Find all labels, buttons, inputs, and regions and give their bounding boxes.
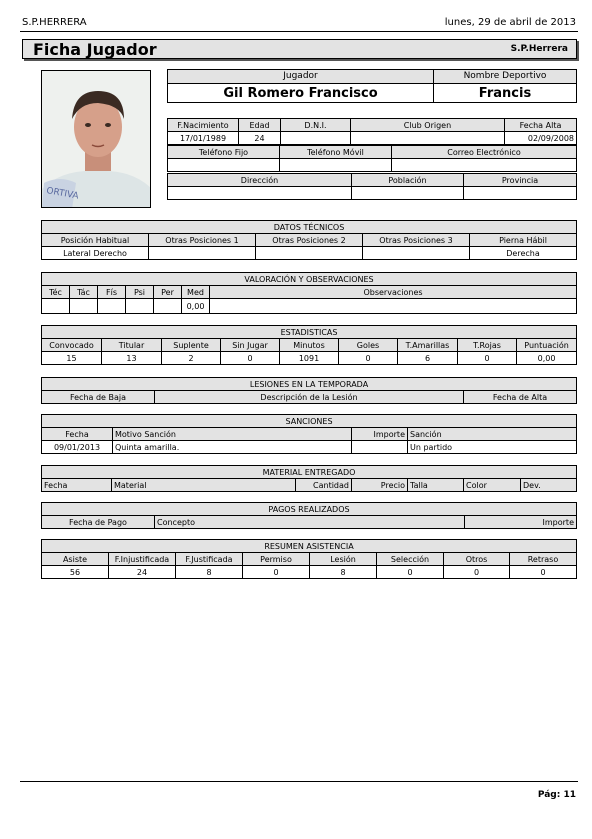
label-direccion: Dirección (168, 174, 352, 187)
estadisticas-header: Minutos (280, 339, 339, 352)
valoracion-value (70, 299, 98, 314)
sanciones-value: Quinta amarilla. (113, 441, 352, 454)
title-bar (22, 39, 577, 59)
value-edad: 24 (239, 132, 281, 145)
material-table (41, 465, 577, 492)
valoracion-header: Med (182, 286, 210, 299)
asistencia-value: 0 (510, 566, 577, 579)
valoracion-value (154, 299, 182, 314)
pagos-table (41, 502, 577, 529)
material-header: Talla (408, 479, 464, 492)
material-header: Cantidad (296, 479, 352, 492)
value-direccion (168, 187, 352, 200)
valoracion-value (210, 299, 577, 314)
sanciones-title: SANCIONES (42, 415, 577, 428)
valoracion-value (98, 299, 126, 314)
valoracion-value (126, 299, 154, 314)
tecnicos-title: DATOS TÉCNICOS (42, 221, 577, 234)
estadisticas-header: Suplente (162, 339, 221, 352)
value-tel-movil (280, 159, 392, 172)
footer-divider (20, 781, 578, 782)
asistencia-value: 56 (42, 566, 109, 579)
valoracion-header: Téc (42, 286, 70, 299)
label-dni: D.N.I. (281, 119, 351, 132)
tecnicos-header: Otras Posiciones 2 (256, 234, 363, 247)
estadisticas-title: ESTADISTICAS (42, 326, 577, 339)
estadisticas-header: Convocado (42, 339, 102, 352)
value-correo (392, 159, 577, 172)
tecnicos-value: Derecha (470, 247, 577, 260)
tecnicos-header: Otras Posiciones 3 (363, 234, 470, 247)
valoracion-value: 0,00 (182, 299, 210, 314)
estadisticas-value: 0 (339, 352, 398, 365)
estadisticas-value: 6 (398, 352, 458, 365)
tecnicos-value (363, 247, 470, 260)
player-name-table (167, 69, 577, 103)
value-club-origen (351, 132, 505, 145)
asistencia-header: Permiso (243, 553, 310, 566)
player-phone-table (167, 145, 577, 172)
lesiones-title: LESIONES EN LA TEMPORADA (42, 378, 577, 391)
tecnicos-table (41, 220, 577, 260)
tecnicos-header: Otras Posiciones 1 (149, 234, 256, 247)
tecnicos-header: Posición Habitual (42, 234, 149, 247)
sanciones-table (41, 414, 577, 454)
label-jugador: Jugador (168, 70, 434, 84)
label-club-origen: Club Origen (351, 119, 505, 132)
label-edad: Edad (239, 119, 281, 132)
value-fecha-alta: 02/09/2008 (505, 132, 577, 145)
player-name: Gil Romero Francisco (168, 84, 434, 103)
label-fecha-alta: Fecha Alta (505, 119, 577, 132)
asistencia-header: Otros (444, 553, 510, 566)
label-tel-fijo: Teléfono Fijo (168, 146, 280, 159)
estadisticas-value: 2 (162, 352, 221, 365)
asistencia-header: Retraso (510, 553, 577, 566)
material-header: Material (112, 479, 296, 492)
pagos-header: Concepto (155, 516, 465, 529)
estadisticas-header: T.Rojas (458, 339, 517, 352)
estadisticas-value: 0 (221, 352, 280, 365)
estadisticas-header: Sin Jugar (221, 339, 280, 352)
asistencia-header: Asiste (42, 553, 109, 566)
asistencia-value: 0 (243, 566, 310, 579)
tecnicos-value (256, 247, 363, 260)
player-photo-icon (42, 71, 151, 208)
estadisticas-value: 15 (42, 352, 102, 365)
sanciones-header: Motivo Sanción (113, 428, 352, 441)
estadisticas-header: Puntuación (517, 339, 577, 352)
label-provincia: Provincia (464, 174, 577, 187)
label-correo: Correo Electrónico (392, 146, 577, 159)
asistencia-header: F.Justificada (176, 553, 243, 566)
asistencia-title: RESUMEN ASISTENCIA (42, 540, 577, 553)
estadisticas-header: Goles (339, 339, 398, 352)
material-header: Dev. (521, 479, 577, 492)
tecnicos-value (149, 247, 256, 260)
page-title: Ficha Jugador (33, 40, 157, 59)
label-poblacion: Población (352, 174, 464, 187)
asistencia-value: 8 (176, 566, 243, 579)
asistencia-table (41, 539, 577, 579)
estadisticas-value: 13 (102, 352, 162, 365)
svg-text:ORTIVA: ORTIVA (45, 186, 80, 202)
asistencia-value: 0 (377, 566, 444, 579)
asistencia-header: Selección (377, 553, 444, 566)
estadisticas-value: 0 (458, 352, 517, 365)
material-title: MATERIAL ENTREGADO (42, 466, 577, 479)
page-number: Pág: 11 (537, 790, 576, 800)
valoracion-value (42, 299, 70, 314)
estadisticas-value: 1091 (280, 352, 339, 365)
valoracion-header: Tác (70, 286, 98, 299)
title-club: S.P.Herrera (510, 44, 568, 54)
tecnicos-value: Lateral Derecho (42, 247, 149, 260)
value-tel-fijo (168, 159, 280, 172)
valoracion-header: Observaciones (210, 286, 577, 299)
asistencia-header: F.Injustificada (109, 553, 176, 566)
sanciones-header: Fecha (42, 428, 113, 441)
header-club: S.P.HERRERA (22, 17, 87, 28)
value-poblacion (352, 187, 464, 200)
sanciones-header: Sanción (408, 428, 577, 441)
lesiones-header: Fecha de Baja (42, 391, 155, 404)
pagos-header: Importe (465, 516, 577, 529)
valoracion-header: Fís (98, 286, 126, 299)
sanciones-value: 09/01/2013 (42, 441, 113, 454)
player-details-table (167, 118, 577, 145)
header-divider (20, 31, 578, 32)
pagos-header: Fecha de Pago (42, 516, 155, 529)
valoracion-header: Per (154, 286, 182, 299)
value-provincia (464, 187, 577, 200)
estadisticas-header: Titular (102, 339, 162, 352)
value-nacimiento: 17/01/1989 (168, 132, 239, 145)
material-header: Color (464, 479, 521, 492)
player-address-table (167, 173, 577, 200)
lesiones-table (41, 377, 577, 404)
valoracion-title: VALORACIÓN Y OBSERVACIONES (42, 273, 577, 286)
player-sport-name: Francis (434, 84, 577, 103)
material-header: Precio (352, 479, 408, 492)
asistencia-value: 0 (444, 566, 510, 579)
value-dni (281, 132, 351, 145)
estadisticas-value: 0,00 (517, 352, 577, 365)
material-header: Fecha (42, 479, 112, 492)
sanciones-header: Importe (352, 428, 408, 441)
estadisticas-header: T.Amarillas (398, 339, 458, 352)
asistencia-header: Lesión (310, 553, 377, 566)
label-tel-movil: Teléfono Móvil (280, 146, 392, 159)
label-nombre-deportivo: Nombre Deportivo (434, 70, 577, 84)
sanciones-value (352, 441, 408, 454)
tecnicos-header: Pierna Hábil (470, 234, 577, 247)
lesiones-header: Fecha de Alta (464, 391, 577, 404)
sanciones-value: Un partido (408, 441, 577, 454)
header-date: lunes, 29 de abril de 2013 (444, 17, 576, 28)
player-photo (41, 70, 151, 208)
asistencia-value: 8 (310, 566, 377, 579)
lesiones-header: Descripción de la Lesión (155, 391, 464, 404)
asistencia-value: 24 (109, 566, 176, 579)
valoracion-header: Psi (126, 286, 154, 299)
valoracion-table (41, 272, 577, 314)
estadisticas-table (41, 325, 577, 365)
label-nacimiento: F.Nacimiento (168, 119, 239, 132)
pagos-title: PAGOS REALIZADOS (42, 503, 577, 516)
